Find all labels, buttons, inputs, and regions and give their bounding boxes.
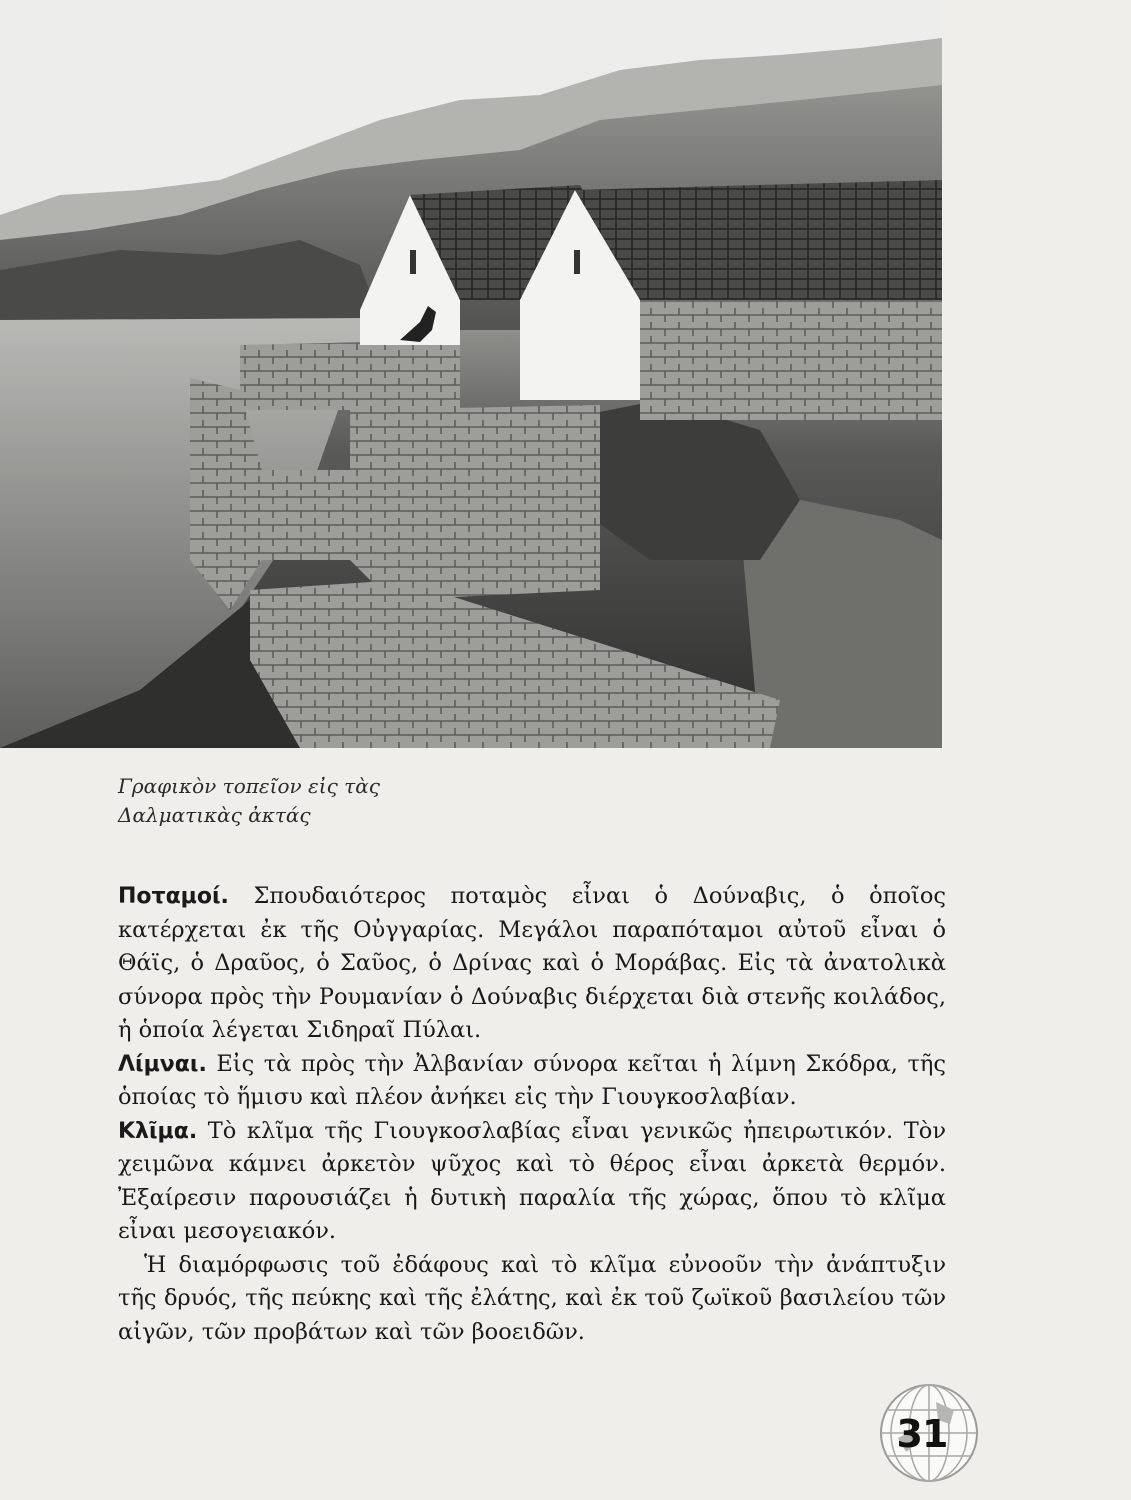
caption-line-1: Γραφικὸν τοπεῖον εἰς τὰς: [118, 774, 380, 798]
heading-climate: Κλῖμα.: [118, 1118, 198, 1144]
body-text: [118, 880, 946, 1349]
paragraph-flora-fauna: [118, 1249, 946, 1350]
heading-lakes: Λίμναι.: [118, 1051, 207, 1077]
text-rivers: Σπουδαιότερος ποταμὸς εἶναι ὁ Δούναβις, ὁ ὁποῖος κατέρχεται ἐκ τῆς Οὐγγαρίας. Μεγάλοι παραπόταμοι αὐτοῦ εἶναι ὁ Θάϊς, ὁ Δραῦος, ὁ Σαῦος, ὁ Δρίνας καὶ ὁ Μοράβας. Εἰς τὰ ἀνατολικὰ σύνορα πρὸς τὴν Ρουμανίαν ὁ Δούναβις διέρχεται διὰ στενῆς κοιλάδος, ἡ ὁποία λέγεται Σιδηραῖ Πύλαι.: [118, 883, 946, 1043]
page-number: 31: [896, 1412, 948, 1456]
paragraph-climate: [118, 1115, 946, 1249]
paragraph-lakes: [118, 1048, 946, 1115]
heading-rivers: Ποταμοί.: [118, 884, 229, 909]
paragraph-rivers: [118, 880, 946, 1048]
photo-illustration: [0, 0, 942, 748]
photo-caption: [118, 772, 498, 830]
caption-line-2: Δαλματικὰς ἀκτάς: [118, 803, 311, 827]
text-flora-fauna: Ἡ διαμόρφωσις τοῦ ἐδάφους καὶ τὸ κλῖμα εὐνοοῦν τὴν ἀνάπτυξιν τῆς δρυός, τῆς πεύκης καὶ τῆς ἐλάτης, καὶ ἐκ τοῦ ζωϊκοῦ βασιλείου τῶν αἰγῶν, τῶν προβάτων καὶ τῶν βοοειδῶν.: [118, 1251, 946, 1345]
coastal-landscape-photo: [0, 0, 942, 748]
text-climate: Τὸ κλῖμα τῆς Γιουγκοσλαβίας εἶναι γενικῶς ἠπειρωτικόν. Τὸν χειμῶνα κάμνει ἀρκετὸν ψῦχος καὶ τὸ θέρος εἶναι ἀρκετὰ θερμόν. Ἐξαίρεσιν παρουσιάζει ἡ δυτικὴ παραλία τῆς χώρας, ὅπου τὸ κλῖμα εἶναι μεσογειακόν.: [118, 1117, 946, 1244]
text-lakes: Εἰς τὰ πρὸς τὴν Ἀλβανίαν σύνορα κεῖται ἡ λίμνη Σκόδρα, τῆς ὁποίας τὸ ἥμισυ καὶ πλέον ἀνήκει εἰς τὴν Γιουγκοσλαβίαν.: [118, 1050, 946, 1110]
